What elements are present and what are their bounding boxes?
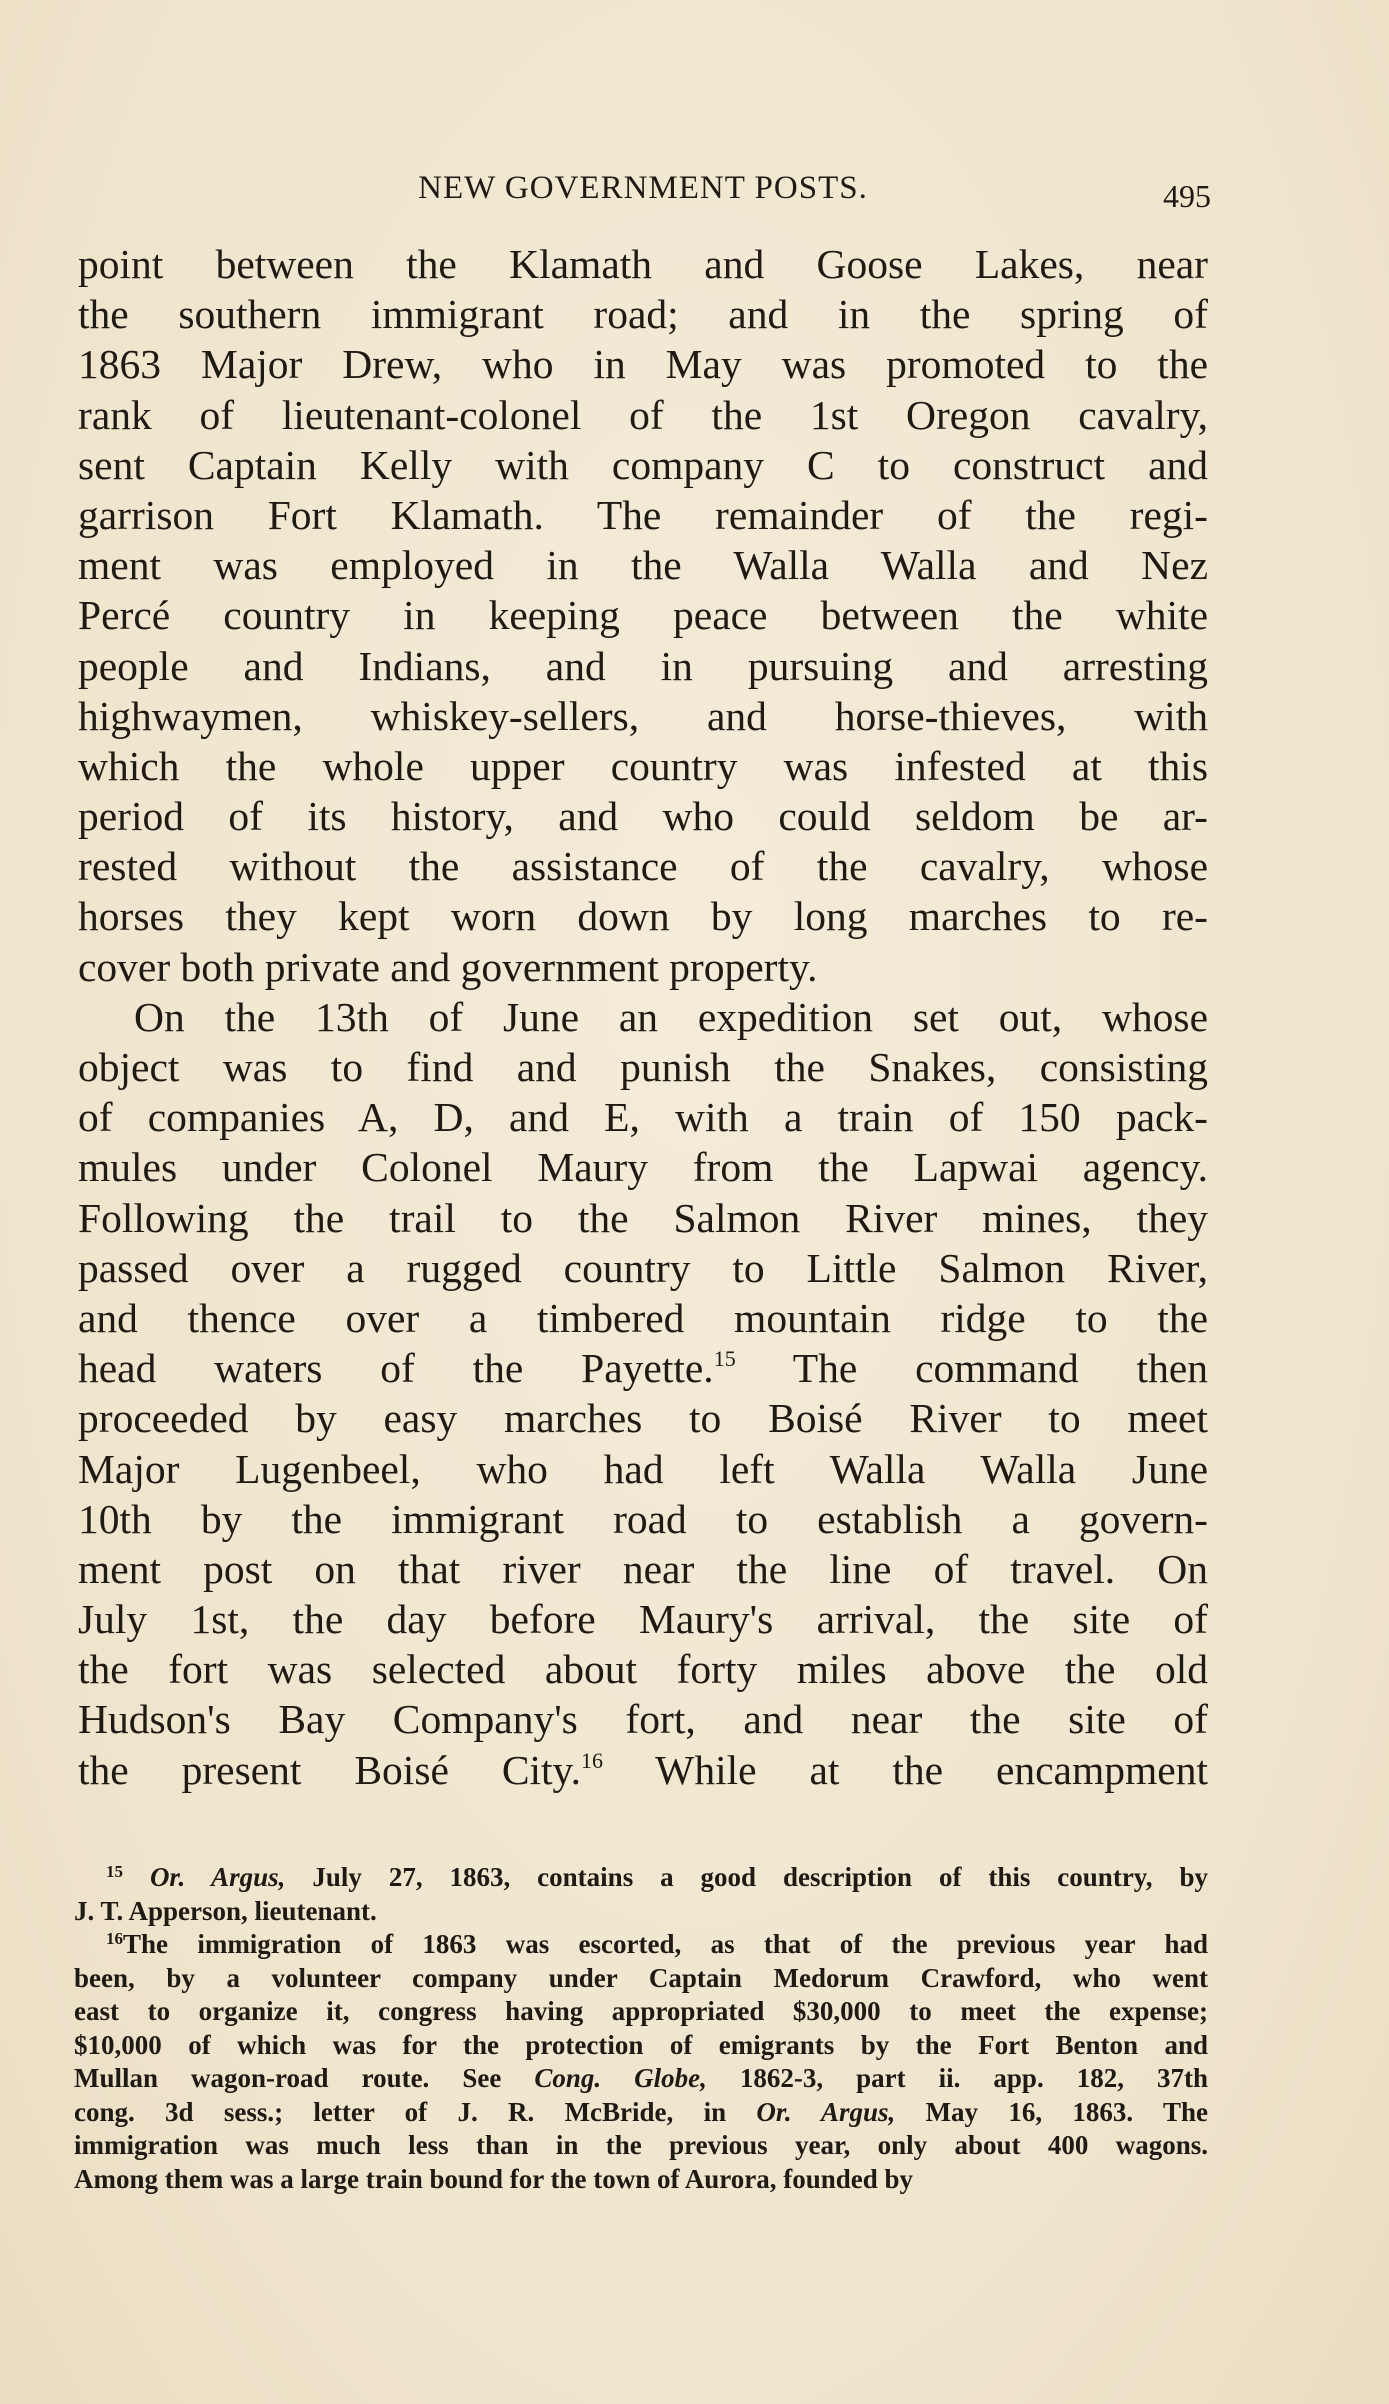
footnote-text: 1862-3, part ii. app. 182, 37th [706,2063,1208,2093]
text-line: Percé country in keeping peace between the white [78,592,1208,639]
footnote-source: Or. Argus, [149,1862,286,1892]
text-line: rank of lieutenant-colonel of the 1st Oregon cavalry, [78,391,1208,438]
text-line: point between the Klamath and Goose Lakes, near [78,241,1208,287]
footnote-16-line [74,2096,1208,2130]
running-head: NEW GOVERNMENT POSTS. [418,170,868,206]
footnote-15-number: 15 [106,1862,123,1881]
text-line: Following the trail to the Salmon River mines, they [78,1194,1208,1241]
text-line: the southern immigrant road; and in the spring of [78,291,1208,338]
footnote-16-line: $10,000 of which was for the protection of emigrants by the Fort Benton and [74,2029,1208,2060]
text-line: and thence over a timbered mountain ridge to the [78,1294,1208,1341]
footnote-text: July 27, 1863, contains a good description of this country, by [285,1862,1209,1892]
text-line: proceeded by easy marches to Boisé River to meet [78,1395,1208,1442]
footnote-source: Or. Argus, [756,2096,896,2127]
footnote-16-number: 16 [106,1929,123,1948]
text-line: the fort was selected about forty miles above the old [78,1646,1208,1693]
footnote-16-line [74,2062,1208,2096]
footnote-text: cong. 3d sess.; letter of J. R. McBride, in [74,2096,757,2127]
text-line: 10th by the immigrant road to establish a govern- [78,1495,1208,1542]
text-line: rested without the assistance of the cavalry, whose [78,843,1208,890]
text-segment: the present Boisé City. [78,1746,581,1793]
page-header [78,170,1211,220]
text-line: passed over a rugged country to Little Salmon River, [78,1244,1208,1291]
text-line: period of its history, and who could seldom be ar- [78,793,1208,840]
text-segment: While at the encampment [603,1746,1208,1793]
text-line-with-footnote [78,1343,1208,1393]
text-line: ment was employed in the Walla Walla and Nez [78,542,1208,589]
main-text [78,239,1208,1795]
footnote-16-line: been, by a volunteer company under Captain Medorum Crawford, who went [74,1962,1208,1993]
footnote-text: The immigration of 1863 was escorted, as that of the previous year had [123,1929,1208,1959]
footnote-16-line: Among them was a large train bound for the town of Aurora, founded by [74,2163,914,2194]
text-line: garrison Fort Klamath. The remainder of the regi- [78,491,1208,538]
footnotes [74,1861,1208,2196]
footnote-16-line: immigration was much less than in the previous year, only about 400 wagons. [74,2130,1208,2160]
text-line: people and Indians, and in pursuing and arresting [78,642,1208,689]
footnote-text: May 16, 1863. The [895,2096,1208,2127]
text-line: 1863 Major Drew, who in May was promoted to the [78,341,1208,388]
text-line: July 1st, the day before Maury's arrival, the site of [78,1596,1208,1643]
text-segment: The command then [735,1345,1208,1392]
footnote-15-line: J. T. Apperson, lieutenant. [74,1895,377,1926]
text-line: horses they kept worn down by long marches to re- [78,893,1208,940]
paragraph-start-line: On the 13th of June an expedition set out, whose [134,993,1208,1040]
text-line: sent Captain Kelly with company C to construct and [78,441,1208,488]
text-line: Major Lugenbeel, who had left Walla Walla June [78,1445,1208,1492]
footnote-16-line: east to organize it, congress having appropriated $30,000 to meet the expense; [74,1996,1208,2026]
page-number: 495 [1163,178,1211,214]
text-line: ment post on that river near the line of travel. On [78,1545,1208,1592]
footnote-ref-15[interactable]: 15 [713,1346,736,1372]
footnote-source: Cong. Globe, [534,2063,707,2093]
text-line-with-footnote [78,1745,1208,1795]
text-line: Hudson's Bay Company's fort, and near the site of [78,1696,1208,1743]
footnote-16-line [74,1928,1208,1962]
text-line: mules under Colonel Maury from the Lapwai agency. [78,1144,1208,1191]
footnote-text: Mullan wagon-road route. See [74,2063,535,2093]
text-line: cover both private and government property. [78,943,818,990]
text-line: object was to find and punish the Snakes, consisting [78,1044,1208,1090]
text-segment: head waters of the Payette. [78,1345,714,1392]
text-line: highwaymen, whiskey-sellers, and horse-thieves, with [78,692,1208,739]
text-line: which the whole upper country was infested at this [78,742,1208,789]
text-line: of companies A, D, and E, with a train of 150 pack- [78,1094,1208,1141]
footnote-ref-16[interactable]: 16 [581,1747,603,1773]
footnote-15-line [74,1861,1208,1895]
